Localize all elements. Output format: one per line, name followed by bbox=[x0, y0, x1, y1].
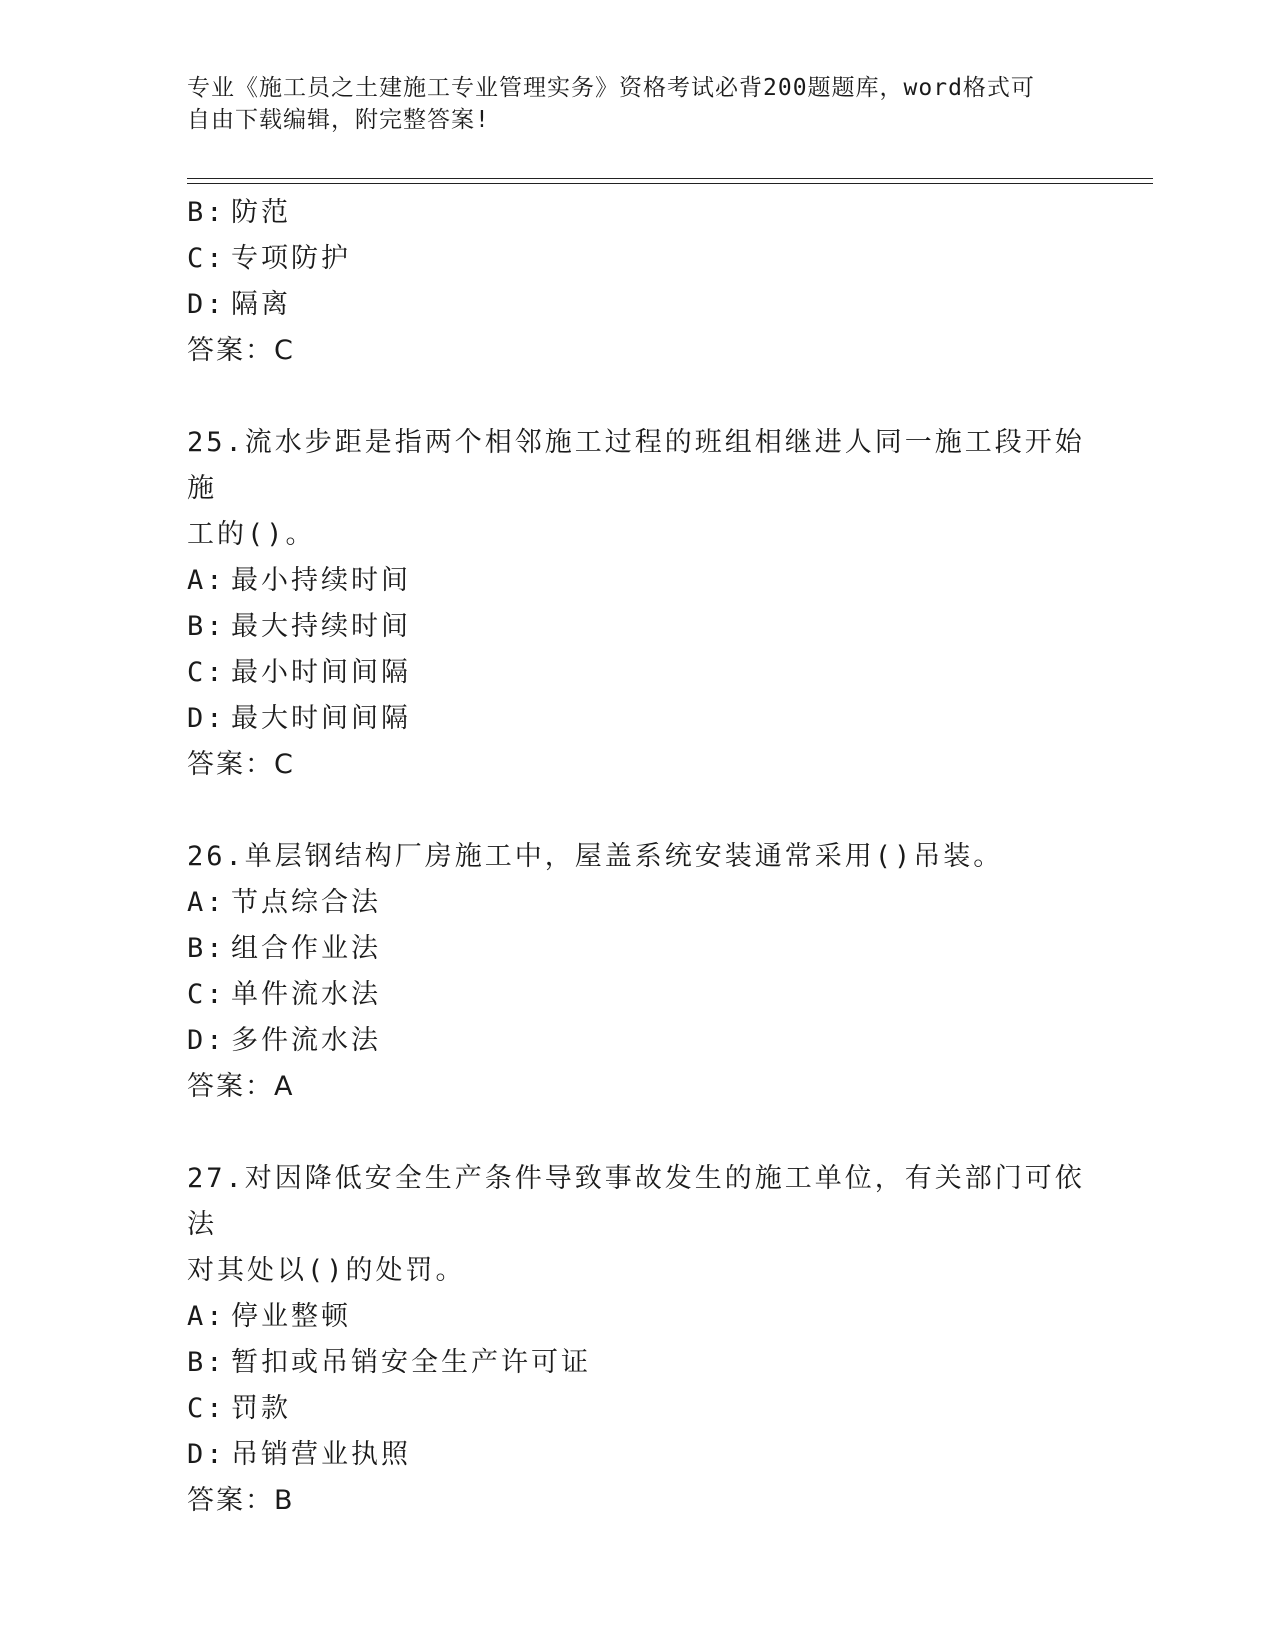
question-text-line-1: 26.单层钢结构厂房施工中，屋盖系统安装通常采用()吊装。 bbox=[187, 841, 1004, 872]
option-c bbox=[187, 236, 1087, 282]
option-text: 单件流水法 bbox=[231, 979, 381, 1010]
option-label: D: bbox=[187, 703, 226, 734]
option-c bbox=[187, 972, 1087, 1018]
option-label: B: bbox=[187, 611, 226, 642]
option-text: 最小时间间隔 bbox=[231, 657, 411, 688]
option-b bbox=[187, 1340, 1087, 1386]
option-text: 多件流水法 bbox=[231, 1025, 381, 1056]
option-text: 最小持续时间 bbox=[231, 565, 411, 596]
option-label: B: bbox=[187, 197, 226, 228]
question-26 bbox=[187, 834, 1087, 1110]
option-text: 隔离 bbox=[231, 289, 291, 320]
option-label: A: bbox=[187, 887, 226, 918]
option-label: C: bbox=[187, 243, 226, 274]
option-text: 罚款 bbox=[231, 1393, 291, 1424]
option-label: A: bbox=[187, 565, 226, 596]
answer: 答案：B bbox=[187, 1485, 295, 1516]
option-label: D: bbox=[187, 1439, 226, 1470]
option-text: 防范 bbox=[231, 197, 291, 228]
option-text: 节点综合法 bbox=[231, 887, 381, 918]
option-label: B: bbox=[187, 1347, 226, 1378]
question-text-line-2: 工的()。 bbox=[187, 519, 316, 550]
option-b bbox=[187, 190, 1087, 236]
answer: 答案：C bbox=[187, 335, 295, 366]
question-list bbox=[187, 190, 1087, 1524]
question-text-line-2: 对其处以()的处罚。 bbox=[187, 1255, 466, 1286]
option-text: 专项防护 bbox=[231, 243, 351, 274]
option-b bbox=[187, 604, 1087, 650]
option-d bbox=[187, 1018, 1087, 1064]
question-27 bbox=[187, 1156, 1087, 1524]
option-label: D: bbox=[187, 289, 226, 320]
option-text: 吊销营业执照 bbox=[231, 1439, 411, 1470]
question-25 bbox=[187, 420, 1087, 788]
option-c bbox=[187, 650, 1087, 696]
header-rule-secondary bbox=[187, 183, 1153, 184]
option-d bbox=[187, 696, 1087, 742]
answer: 答案：C bbox=[187, 749, 295, 780]
answer: 答案：A bbox=[187, 1071, 295, 1102]
header-line-2: 自由下载编辑，附完整答案! bbox=[187, 107, 490, 133]
option-b bbox=[187, 926, 1087, 972]
option-text: 停业整顿 bbox=[231, 1301, 351, 1332]
option-text: 暂扣或吊销安全生产许可证 bbox=[231, 1347, 591, 1378]
option-text: 最大持续时间 bbox=[231, 611, 411, 642]
option-label: C: bbox=[187, 657, 226, 688]
option-label: D: bbox=[187, 1025, 226, 1056]
option-a bbox=[187, 558, 1087, 604]
header-line-1: 专业《施工员之土建施工专业管理实务》资格考试必背200题题库，word格式可 bbox=[187, 75, 1035, 101]
option-a bbox=[187, 1294, 1087, 1340]
option-d bbox=[187, 1432, 1087, 1478]
option-c bbox=[187, 1386, 1087, 1432]
page-header bbox=[187, 72, 1067, 136]
question-24-continuation bbox=[187, 190, 1087, 374]
option-text: 最大时间间隔 bbox=[231, 703, 411, 734]
option-label: C: bbox=[187, 1393, 226, 1424]
question-text-line-1: 25.流水步距是指两个相邻施工过程的班组相继进人同一施工段开始施 bbox=[187, 427, 1085, 504]
option-d bbox=[187, 282, 1087, 328]
option-label: C: bbox=[187, 979, 226, 1010]
option-label: A: bbox=[187, 1301, 226, 1332]
option-text: 组合作业法 bbox=[231, 933, 381, 964]
header-rule bbox=[187, 178, 1153, 179]
question-text-line-1: 27.对因降低安全生产条件导致事故发生的施工单位，有关部门可依法 bbox=[187, 1163, 1085, 1240]
option-label: B: bbox=[187, 933, 226, 964]
option-a bbox=[187, 880, 1087, 926]
